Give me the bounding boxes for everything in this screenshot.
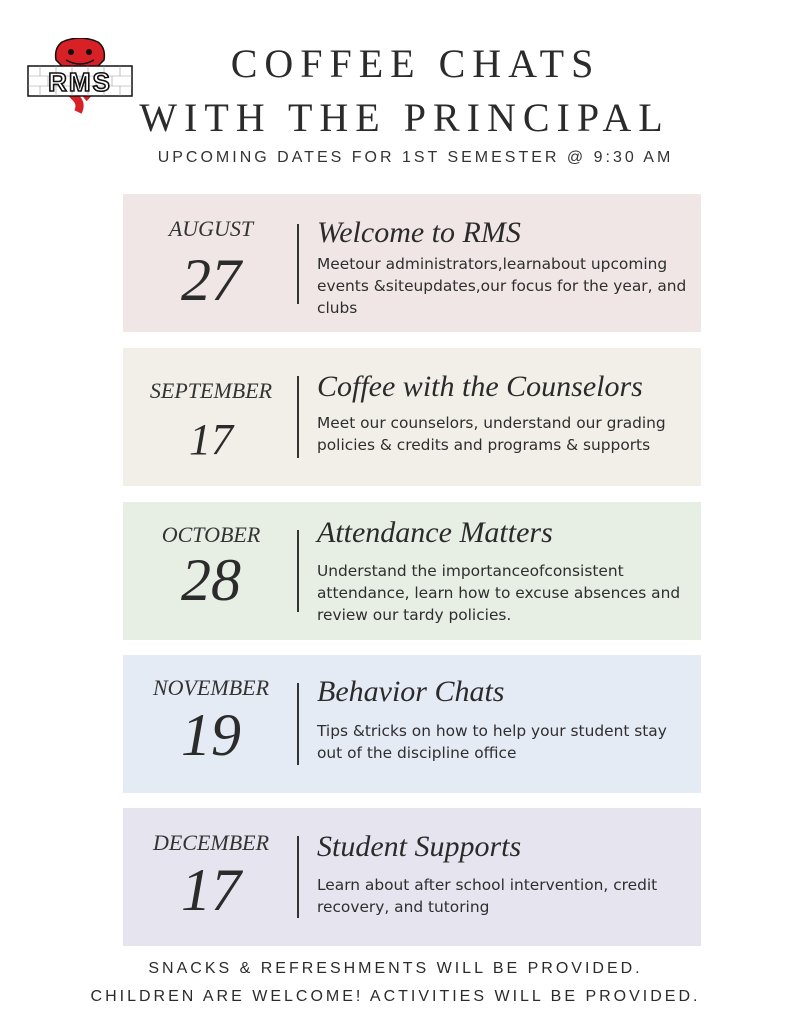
event-description: Learn about after school intervention, credit recovery, and tutoring xyxy=(317,876,658,916)
event-date xyxy=(123,348,299,486)
event-day: 28 xyxy=(181,547,241,613)
footer-line-1: SNACKS & REFRESHMENTS WILL BE PROVIDED. xyxy=(148,960,643,977)
event-month: DECEMBER xyxy=(152,830,270,855)
event-month: OCTOBER xyxy=(161,522,261,547)
footer-line-2: CHILDREN ARE WELCOME! ACTIVITIES WILL BE PROVIDED. xyxy=(90,988,701,1005)
event-card-september xyxy=(123,348,701,486)
event-month: NOVEMBER xyxy=(152,675,270,700)
event-title: Welcome to RMS xyxy=(317,216,521,249)
event-card-december xyxy=(123,808,701,946)
divider xyxy=(297,224,299,304)
divider xyxy=(297,530,299,612)
event-date xyxy=(123,194,299,332)
title-line-1: COFFEE CHATS xyxy=(230,41,601,86)
event-description: Meet our counselors, understand our grading policies & credits and programs & supports xyxy=(317,414,666,454)
event-card-november xyxy=(123,655,701,793)
event-date xyxy=(123,808,299,946)
event-description: Tips &tricks on how to help your student stay out of the discipline office xyxy=(317,722,667,762)
event-description: Meetour administrators,learnabout upcoming events &siteupdates,our focus for the year, and clubs xyxy=(317,255,687,317)
event-title: Coffee with the Counselors xyxy=(317,370,643,403)
event-title: Behavior Chats xyxy=(317,675,505,708)
divider xyxy=(297,836,299,918)
event-card-october xyxy=(123,502,701,640)
event-day: 17 xyxy=(189,415,233,464)
divider xyxy=(297,683,299,765)
event-title: Attendance Matters xyxy=(317,516,553,549)
event-date xyxy=(123,655,299,793)
logo-text: RMS xyxy=(48,67,112,97)
event-day: 17 xyxy=(181,857,241,923)
title-line-2: WITH THE PRINCIPAL xyxy=(139,95,670,140)
event-card-august xyxy=(123,194,701,332)
event-day: 27 xyxy=(181,247,241,313)
subtitle: UPCOMING DATES FOR 1ST SEMESTER @ 9:30 AM xyxy=(157,149,674,166)
event-date xyxy=(123,502,299,640)
divider xyxy=(297,376,299,458)
event-day: 19 xyxy=(181,702,241,768)
event-month: AUGUST xyxy=(168,216,254,241)
event-description: Understand the importanceofconsistent attendance, learn how to excuse absences and review our tardy policies. xyxy=(317,562,681,624)
event-month: SEPTEMBER xyxy=(149,378,273,403)
event-title: Student Supports xyxy=(317,830,522,863)
